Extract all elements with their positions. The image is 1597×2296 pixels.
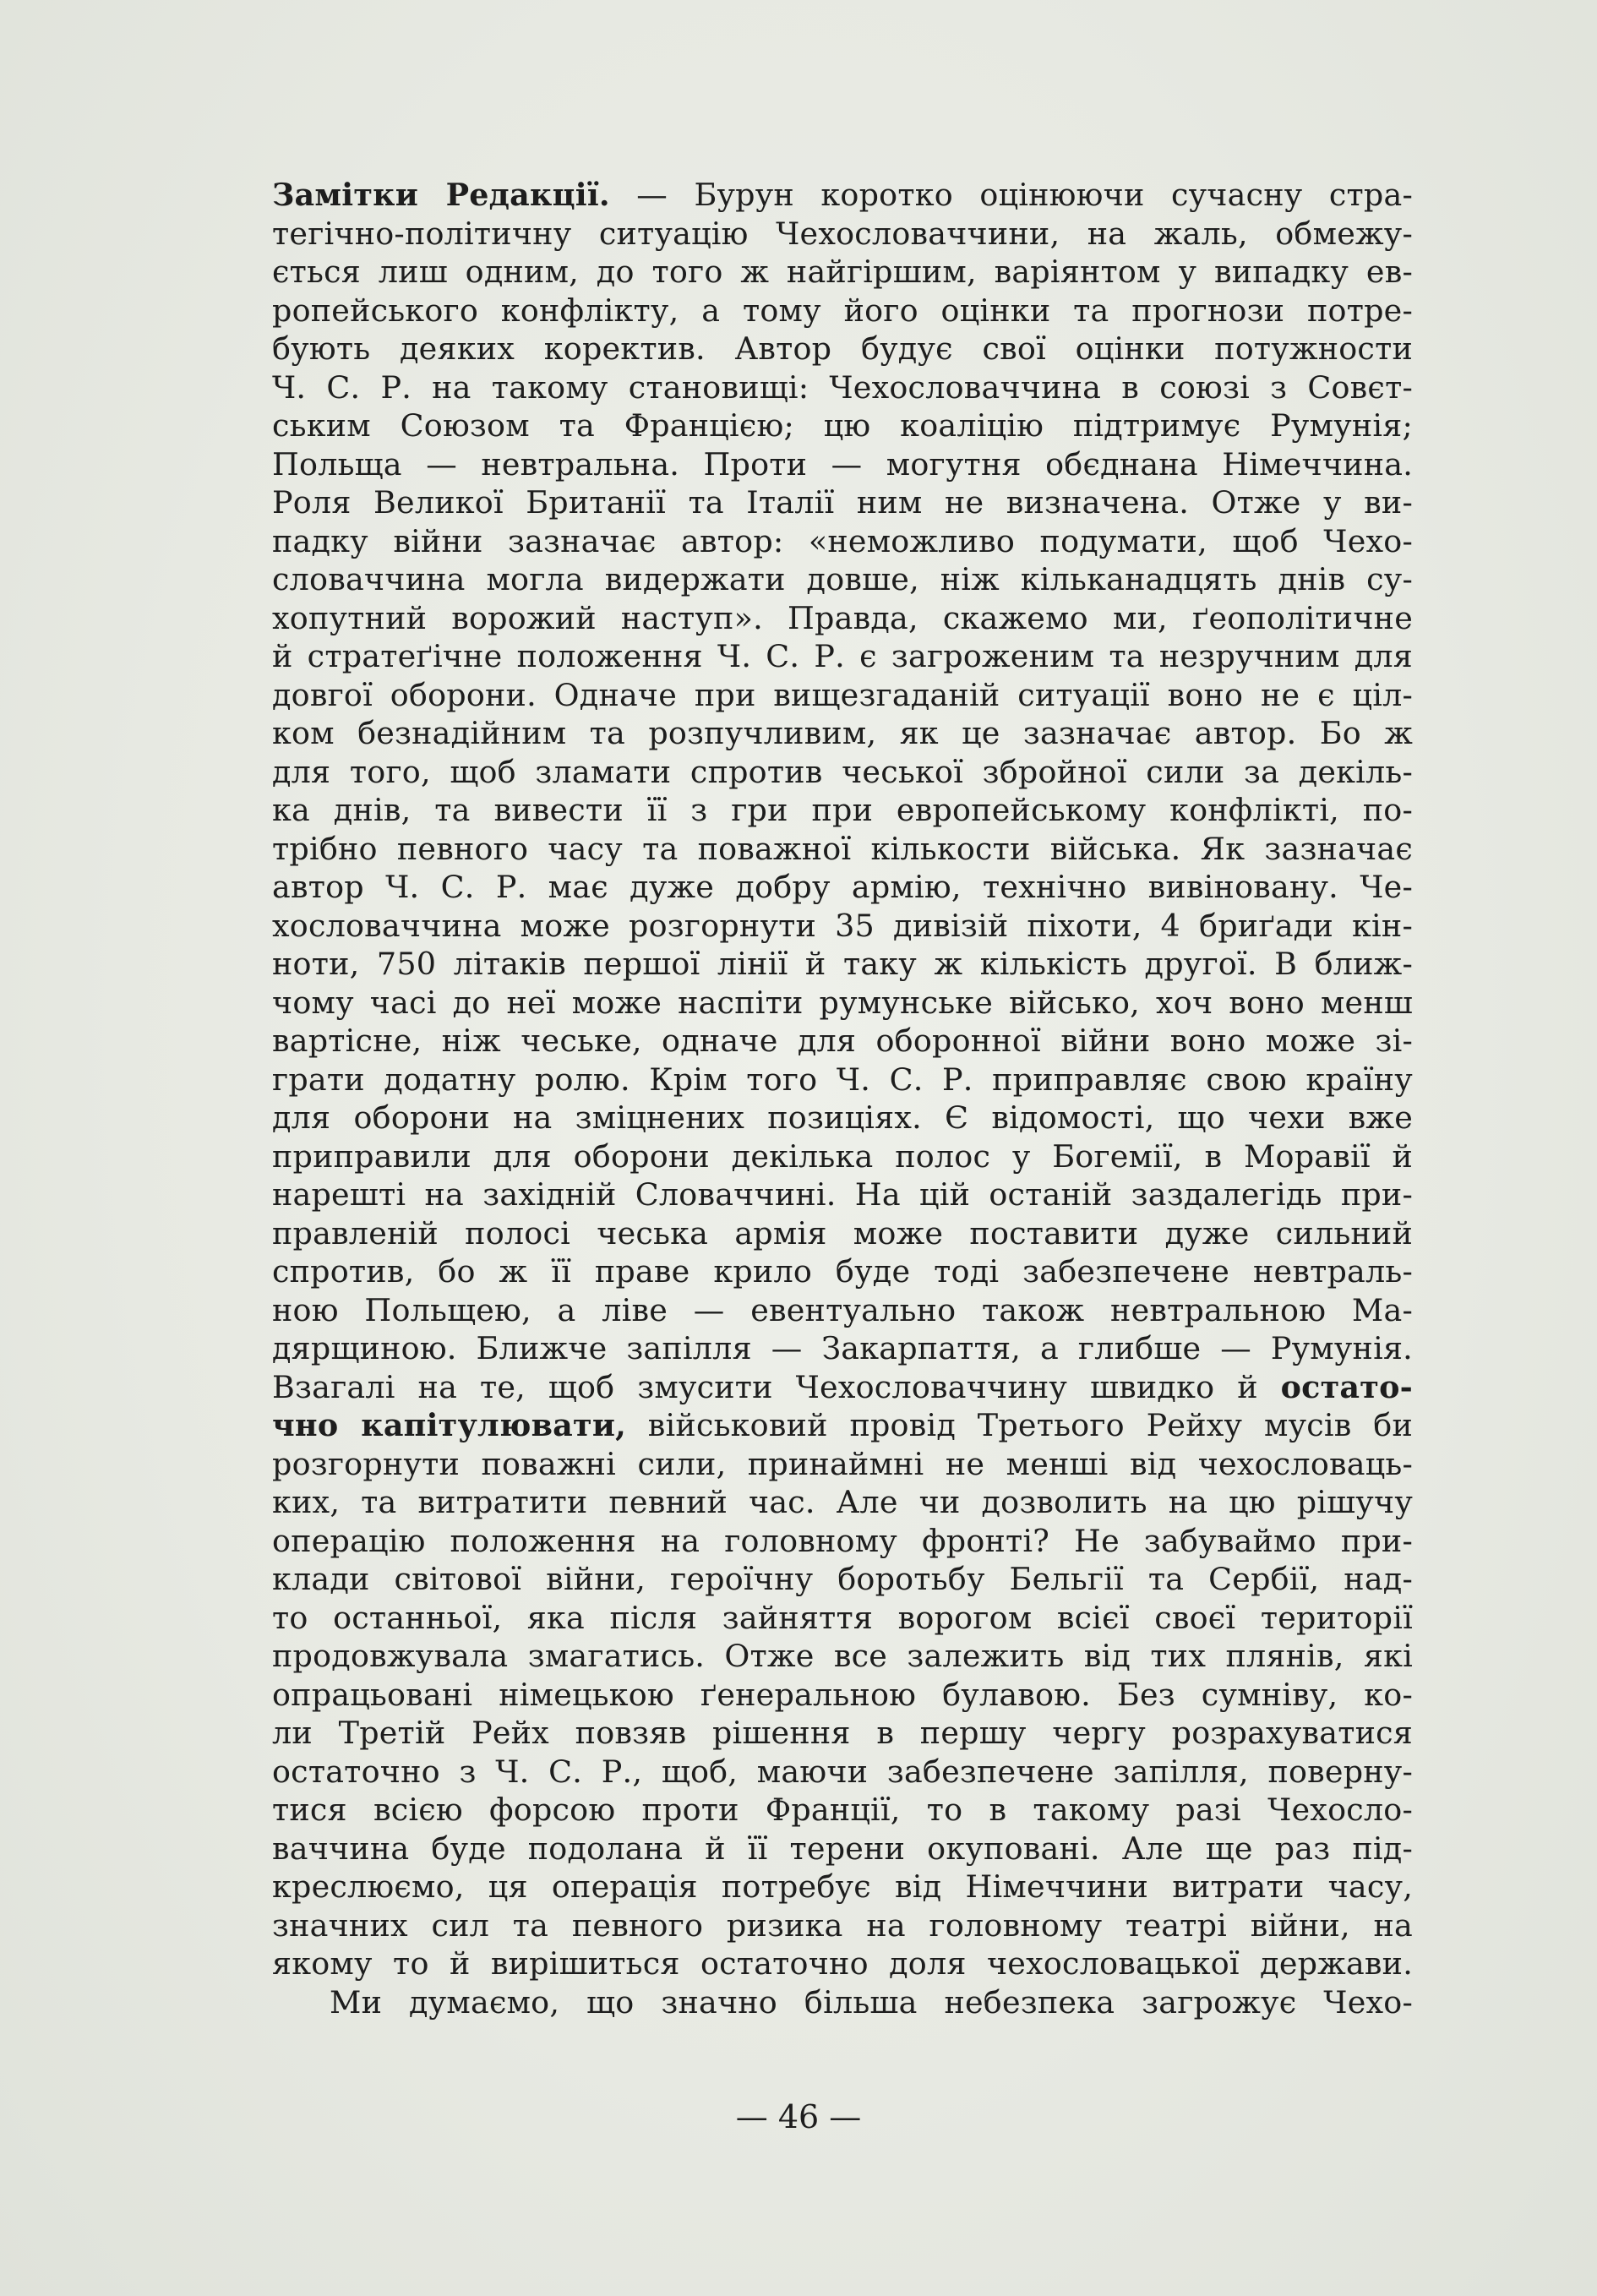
text-line: хословаччина може розгорнути 35 дивізій піхоти, 4 бриґади кін- [272, 907, 1413, 944]
text-line: Роля Великої Британії та Італії ним не визначена. Отже у ви- [272, 484, 1413, 521]
text-line: ропейського конфлікту, а тому його оцінки та прогнози потре- [272, 292, 1413, 329]
text-line: Взагалі на те, щоб змусити Чехословаччину швидко й остато- [272, 1368, 1413, 1405]
article-text [272, 176, 1413, 2021]
text-line: ється лиш одним, до того ж найгіршим, варіянтом у випадку ев- [272, 254, 1413, 290]
text-line: значних сил та певного ризика на головному театрі війни, на [272, 1906, 1413, 1944]
text-line: креслюємо, ця операція потребує від Німеччини витрати часу, [272, 1868, 1413, 1905]
text-line: розгорнути поважні сили, принаймні не менші від чехословаць- [272, 1445, 1413, 1482]
text-line: Ч. С. Р. на такому становищі: Чехословаччина в союзі з Совєт- [272, 368, 1413, 406]
text-line: тегічно-політичну ситуацію Чехословаччини, на жаль, обмежу- [272, 215, 1413, 252]
text-line: ною Польщею, а ліве — евентуально також невтральною Ма- [272, 1291, 1413, 1328]
text-line: продовжувала змагатись. Отже все залежить від тих плянів, які [272, 1638, 1413, 1674]
text-line: довгої оборони. Одначе при вищезгаданій ситуації воно не є цiл- [272, 676, 1413, 713]
text-line: грати додатну ролю. Крім того Ч. С. Р. приправляє свою країну [272, 1061, 1413, 1098]
text-line: Замітки Редакції. — Бурун коротко оцінюючи сучасну стра- [272, 177, 1413, 213]
text-line: ноти, 750 літаків першої лінії й таку ж кількість другої. В ближ- [272, 946, 1413, 982]
section-heading: Замітки Редакції. [272, 177, 610, 213]
text-line: ка днів, та вивести її з гри при европейському конфлікті, по- [272, 792, 1413, 828]
bold-emphasis: остато- [1280, 1368, 1413, 1405]
text-line: падку війни зазначає автор: «неможливо подумати, щоб Чехо- [272, 522, 1413, 559]
text-line: хопутний ворожий наступ». Правда, скажемо ми, ґеополітичне [272, 599, 1413, 636]
text-line: й стратеґічне положення Ч. С. Р. є загроженим та незручним для [272, 638, 1413, 674]
text-line: вартісне, ніж чеське, одначе для оборонної війни воно може зі- [272, 1023, 1413, 1059]
text-line: тися всією форсою проти Франції, то в такому разі Чехосло- [272, 1792, 1413, 1828]
text-line: ли Третій Рейх повзяв рішення в першу чергу розрахуватися [272, 1715, 1413, 1751]
text-line: словаччина могла видержати довше, ніж кільканадцять днів су- [272, 561, 1413, 597]
text-line: дярщиною. Ближче запілля — Закарпаття, а глибше — Румунія. [272, 1330, 1413, 1366]
text-line: чому часі до неї може наспіти румунське військо, хоч воно менш [272, 984, 1413, 1021]
text-line: остаточно з Ч. С. Р., щоб, маючи забезпечене запілля, поверну- [272, 1753, 1413, 1790]
text-line: ком безнадійним та розпучливим, як це зазначає автор. Бо ж [272, 715, 1413, 751]
text-line: ких, та витратити певний час. Але чи дозволить на цю рішучу [272, 1484, 1413, 1520]
text-line: трібно певного часу та поважної кількости війська. Як зазначає [272, 830, 1413, 867]
text-line: приправили для оборони декілька полос у Богемії, в Моравії й [272, 1137, 1413, 1175]
text-line: автор Ч. С. Р. має дуже добру армію, технічно вивіновану. Че- [272, 869, 1413, 905]
text-line: бують деяких коректив. Автор будує свої оцінки потужности [272, 330, 1413, 367]
text-line-paragraph-start: Ми думаємо, що значно більша небезпека загрожує Чехо- [330, 1983, 1413, 2021]
text-line: ським Союзом та Францією; цю коаліцію підтримує Румунія; [272, 407, 1413, 444]
bold-emphasis: чно капітулювати, [272, 1407, 627, 1443]
text-line: ваччина буде подолана й її терени окуповані. Але ще раз під- [272, 1830, 1413, 1867]
text-line: опрацьовані німецькою ґенеральною булавою. Без сумніву, ко- [272, 1676, 1413, 1713]
text-line: спротив, бо ж її праве крило буде тоді забезпечене невтраль- [272, 1253, 1413, 1290]
text-line: якому то й вирішиться остаточно доля чехословацької держави. [272, 1945, 1413, 1982]
text-line: для оборони на зміцнених позиціях. Є відомості, що чехи вже [272, 1099, 1413, 1136]
text-line: правленій полосі чеська армія може поставити дуже сильний [272, 1214, 1413, 1252]
text-line: клади світової війни, героїчну боротьбу Бельгії та Сербії, над- [272, 1561, 1413, 1597]
text-line: операцію положення на головному фронті? Не забуваймо при- [272, 1522, 1413, 1559]
text-line: для того, щоб зламати спротив чеської збройної сили за декіль- [272, 753, 1413, 790]
text-line: Польща — невтральна. Проти — могутня обєднана Німеччина. [272, 445, 1413, 483]
text-line: нарешті на західній Словаччині. На цій останій заздалегідь при- [272, 1176, 1413, 1213]
text-line: чно капітулювати, військовий провід Третього Рейху мусів би [272, 1407, 1413, 1443]
page-number: — 46 — [735, 2098, 862, 2135]
text-line: то останньої, яка після зайняття ворогом всієї своєї території [272, 1599, 1413, 1636]
